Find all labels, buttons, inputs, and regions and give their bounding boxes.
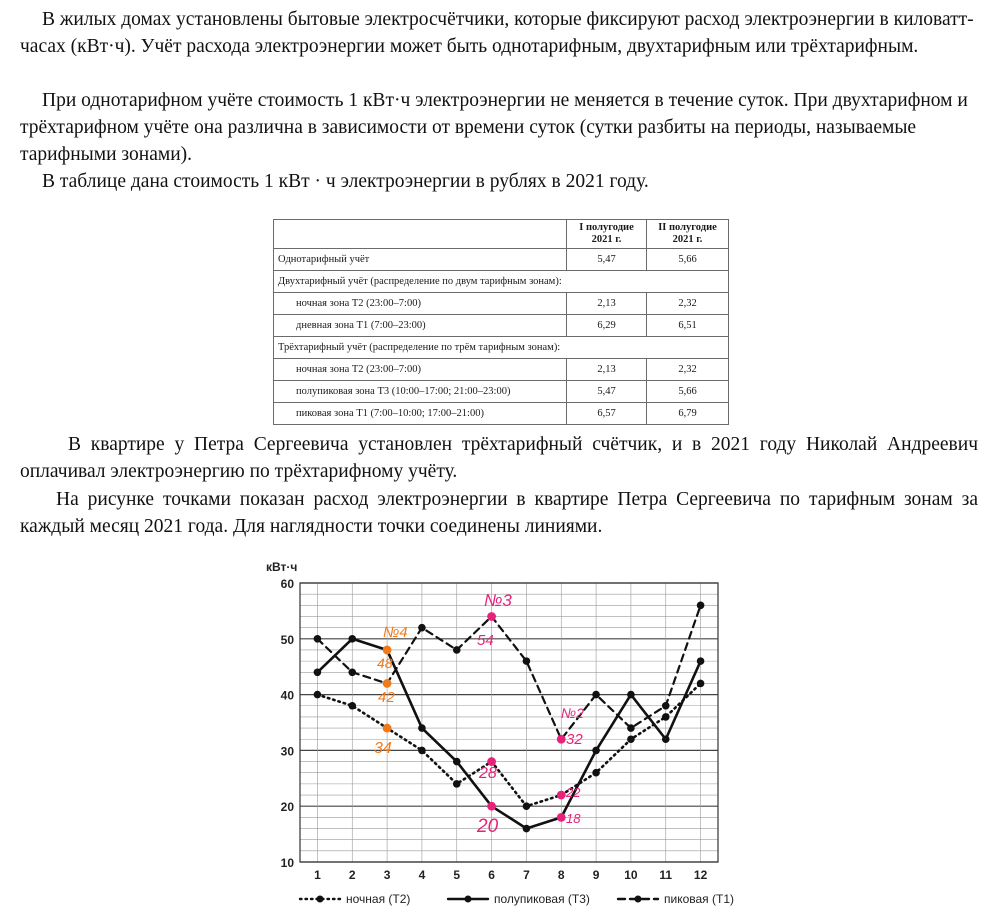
- highlight-point: [557, 813, 566, 822]
- row-label: ночная зона Т2 (23:00–7:00): [274, 293, 567, 315]
- data-point: [592, 769, 600, 777]
- legend-label: полупиковая (Т3): [494, 892, 590, 906]
- y-tick-label: 10: [280, 856, 294, 870]
- handwritten-annotation: 48: [377, 655, 393, 671]
- y-tick-label: 30: [280, 744, 294, 759]
- data-point: [662, 713, 670, 721]
- y-tick-label: 40: [280, 688, 294, 703]
- row-h1-price: 2,13: [567, 359, 647, 381]
- data-point: [453, 780, 461, 788]
- data-point: [592, 691, 600, 699]
- highlight-point: [383, 679, 392, 688]
- x-tick-label: 7: [523, 868, 530, 882]
- highlight-point: [487, 802, 496, 811]
- data-point: [348, 668, 356, 676]
- tariff-header-h2-line1: II полугодие: [658, 222, 717, 233]
- data-point: [453, 758, 461, 766]
- data-point: [627, 691, 635, 699]
- data-point: [418, 724, 426, 732]
- highlight-point: [557, 735, 566, 744]
- row-h1-price: 6,29: [567, 315, 647, 337]
- y-axis-label: кВт·ч: [266, 560, 298, 574]
- body-paragraph-4-text: В квартире у Петра Сергеевича установлен трёхтарифный счётчик, и в 2021 году Николай Андреевич оплачивал электроэнергию по трёхтарифному учёту.: [20, 434, 978, 482]
- plot-frame: [300, 583, 718, 862]
- row-label: Однотарифный учёт: [274, 249, 567, 271]
- data-point: [627, 735, 635, 743]
- x-tick-label: 9: [592, 868, 600, 882]
- handwritten-annotation: №4: [383, 624, 408, 641]
- handwritten-annotation: №3: [484, 591, 512, 610]
- data-point: [314, 668, 322, 676]
- body-paragraph-5-text: На рисунке точками показан расход электроэнергии в квартире Петра Сергеевича по тарифным зонам за каждый месяц 2021 года. Для наглядности точки соединены линиями.: [20, 489, 978, 537]
- data-point: [697, 602, 705, 610]
- tariff-header-h1-line1: I полугодие: [579, 222, 634, 233]
- row-group-label: Двухтарифный учёт (распределение по двум тарифным зонам):: [274, 271, 729, 293]
- data-point: [662, 735, 670, 743]
- legend-marker: [317, 896, 324, 903]
- x-tick-label: 5: [453, 868, 461, 882]
- data-point: [314, 635, 322, 643]
- row-label: ночная зона Т2 (23:00–7:00): [274, 359, 567, 381]
- row-h1-price: 2,13: [567, 293, 647, 315]
- handwritten-annotation: 32: [566, 731, 583, 748]
- handwritten-annotation: 28: [479, 765, 497, 782]
- data-point: [523, 657, 531, 665]
- row-h2-price: 2,32: [647, 293, 729, 315]
- row-h2-price: 2,32: [647, 359, 729, 381]
- data-point: [697, 680, 705, 688]
- data-point: [697, 657, 705, 665]
- row-h2-price: 5,66: [647, 381, 729, 403]
- x-tick-label: 11: [659, 868, 673, 882]
- highlight-point: [383, 724, 392, 733]
- row-label: полупиковая зона Т3 (10:00–17:00; 21:00–23:00): [274, 381, 567, 403]
- series-line-2: [317, 639, 700, 829]
- x-tick-label: 12: [693, 868, 708, 882]
- chart-grid: [300, 583, 718, 862]
- x-tick-label: 6: [488, 868, 495, 882]
- intro-paragraph-3-text: В таблице дана стоимость 1 кВт · ч электроэнергии в рублях в 2021 году.: [42, 171, 649, 192]
- data-point: [418, 624, 426, 632]
- intro-paragraph-2-text: При однотарифном учёте стоимость 1 кВт·ч электроэнергии не меняется в течение суток. При двухтарифном и трёхтарифном учёте она различна в зависимости от времени суток (сутки разбиты на периоды, называемые тарифными зонами).: [20, 90, 968, 165]
- data-point: [627, 724, 635, 732]
- handwritten-annotation: 54: [477, 632, 494, 649]
- y-tick-label: 20: [280, 800, 294, 815]
- handwritten-annotation: 42: [378, 689, 395, 706]
- x-tick-label: 8: [557, 868, 565, 882]
- handwritten-annotation: 22: [566, 785, 581, 800]
- row-label: дневная зона Т1 (7:00–23:00): [274, 315, 567, 337]
- row-h2-price: 6,79: [647, 403, 729, 425]
- legend-marker: [635, 896, 642, 903]
- tariff-header-h2-line2: 2021 г.: [672, 234, 703, 245]
- x-tick-label: 1: [314, 868, 321, 882]
- y-tick-label: 60: [280, 577, 294, 591]
- legend-label: пиковая (Т1): [664, 892, 735, 906]
- row-h1-price: 5,47: [567, 249, 647, 271]
- legend-label: ночная (Т2): [346, 892, 411, 906]
- data-point: [348, 635, 356, 643]
- handwritten-annotation: №2: [561, 705, 584, 721]
- intro-paragraph-1-text: В жилых домах установлены бытовые электросчётчики, которые фиксируют расход электроэнергии в киловатт-часах (кВт·ч). Учёт расхода электроэнергии может быть однотарифным, двухтарифным или трёхтарифным.: [20, 9, 974, 57]
- handwritten-annotation: 20: [477, 816, 499, 837]
- data-point: [523, 825, 531, 833]
- row-h2-price: 5,66: [647, 249, 729, 271]
- chart-legend: [300, 892, 734, 906]
- data-point: [348, 702, 356, 710]
- x-tick-label: 3: [383, 868, 391, 882]
- x-tick-label: 4: [418, 868, 426, 882]
- data-point: [453, 646, 461, 654]
- y-tick-label: 50: [280, 632, 294, 647]
- data-point: [592, 747, 600, 755]
- x-tick-label: 2: [348, 868, 356, 882]
- row-group-label: Трёхтарифный учёт (распределение по трём тарифным зонам):: [274, 337, 729, 359]
- x-tick-label: 10: [624, 868, 638, 882]
- data-point: [662, 702, 670, 710]
- handwritten-annotation: 34: [374, 740, 392, 757]
- highlight-point: [557, 791, 566, 800]
- data-point: [418, 747, 426, 755]
- data-point: [523, 802, 531, 810]
- row-h1-price: 5,47: [567, 381, 647, 403]
- row-h1-price: 6,57: [567, 403, 647, 425]
- legend-marker: [465, 896, 472, 903]
- row-h2-price: 6,51: [647, 315, 729, 337]
- highlight-point: [487, 612, 496, 621]
- highlight-point: [383, 646, 392, 655]
- handwritten-annotation: 18: [566, 811, 581, 826]
- tariff-header-h1-line2: 2021 г.: [591, 234, 622, 245]
- row-label: пиковая зона Т1 (7:00–10:00; 17:00–21:00): [274, 403, 567, 425]
- data-point: [314, 691, 322, 699]
